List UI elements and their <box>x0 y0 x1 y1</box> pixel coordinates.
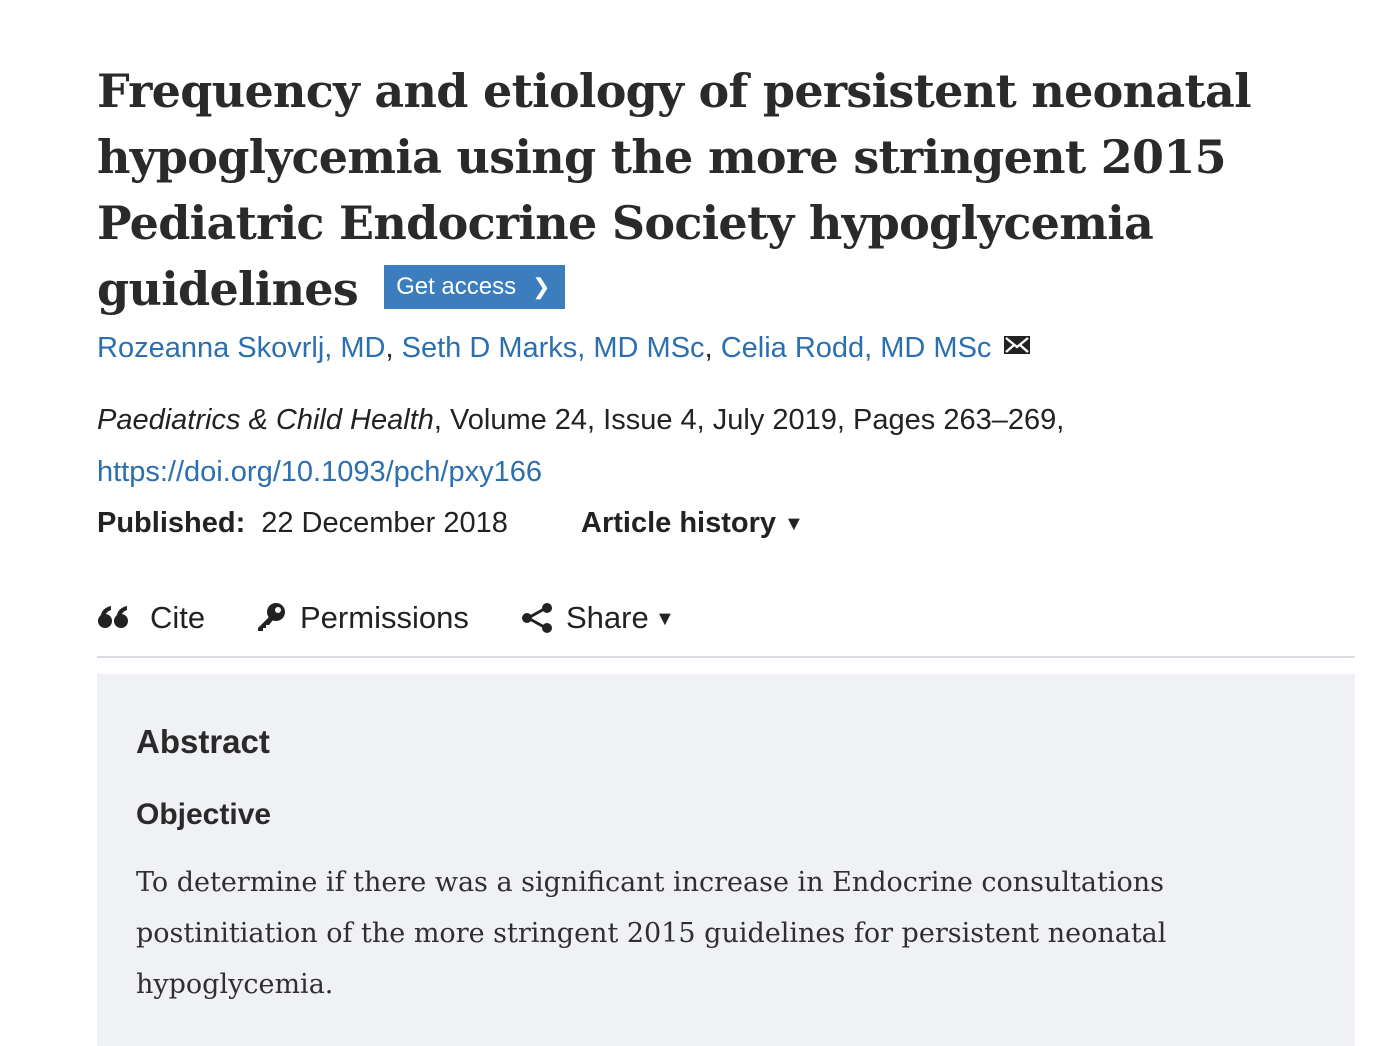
objective-heading: Objective <box>136 798 272 831</box>
permissions-label: Permissions <box>300 600 469 635</box>
article-history-label: Article history <box>581 507 776 539</box>
get-access-label: Get access <box>396 273 517 300</box>
published-date: 22 December 2018 <box>261 507 508 539</box>
cite-label: Cite <box>150 600 206 635</box>
abstract-heading: Abstract <box>136 723 270 760</box>
share-button[interactable] <box>521 595 681 641</box>
author-list <box>97 326 1031 371</box>
toolbar-divider <box>97 656 1355 658</box>
caret-down-icon: ▼ <box>655 608 675 630</box>
get-access-button[interactable] <box>384 265 564 309</box>
envelope-icon[interactable] <box>1003 324 1031 368</box>
permissions-button[interactable] <box>255 595 475 641</box>
published-info <box>97 501 508 545</box>
journal-name: Paediatrics & Child Health <box>97 404 434 436</box>
author-link[interactable]: Rozeanna Skovrlj, MD <box>97 332 386 364</box>
author-separator: , <box>385 332 402 364</box>
published-label: Published: <box>97 507 246 539</box>
quote-icon <box>97 604 129 630</box>
share-icon <box>521 603 553 633</box>
abstract-panel <box>97 674 1355 1046</box>
cite-button[interactable] <box>97 595 217 641</box>
key-icon <box>255 602 287 632</box>
objective-text: To determine if there was a significant increase in Endocrine consultations postinitiation of the more stringent 2015 guidelines for persistent neonatal hypoglycemia. <box>136 867 1167 1000</box>
doi-link[interactable]: https://doi.org/10.1093/pch/pxy166 <box>97 456 542 488</box>
chevron-right-icon: ❯ <box>532 274 551 299</box>
author-link[interactable]: Seth D Marks, MD MSc <box>401 332 705 364</box>
caret-down-icon: ▼ <box>784 513 804 535</box>
article-title <box>97 58 1297 322</box>
citation-line <box>97 398 1064 442</box>
author-separator: , <box>704 332 721 364</box>
author-link[interactable]: Celia Rodd, MD MSc <box>720 332 992 364</box>
citation-details: , Volume 24, Issue 4, July 2019, Pages 263–269, <box>433 404 1065 436</box>
share-label: Share <box>566 600 649 635</box>
article-history-toggle[interactable] <box>581 501 804 548</box>
article-title-text: Frequency and etiology of persistent neonatal hypoglycemia using the more stringent 2015 Pediatric Endocrine Society hypoglycemia guidelines <box>97 64 1251 316</box>
